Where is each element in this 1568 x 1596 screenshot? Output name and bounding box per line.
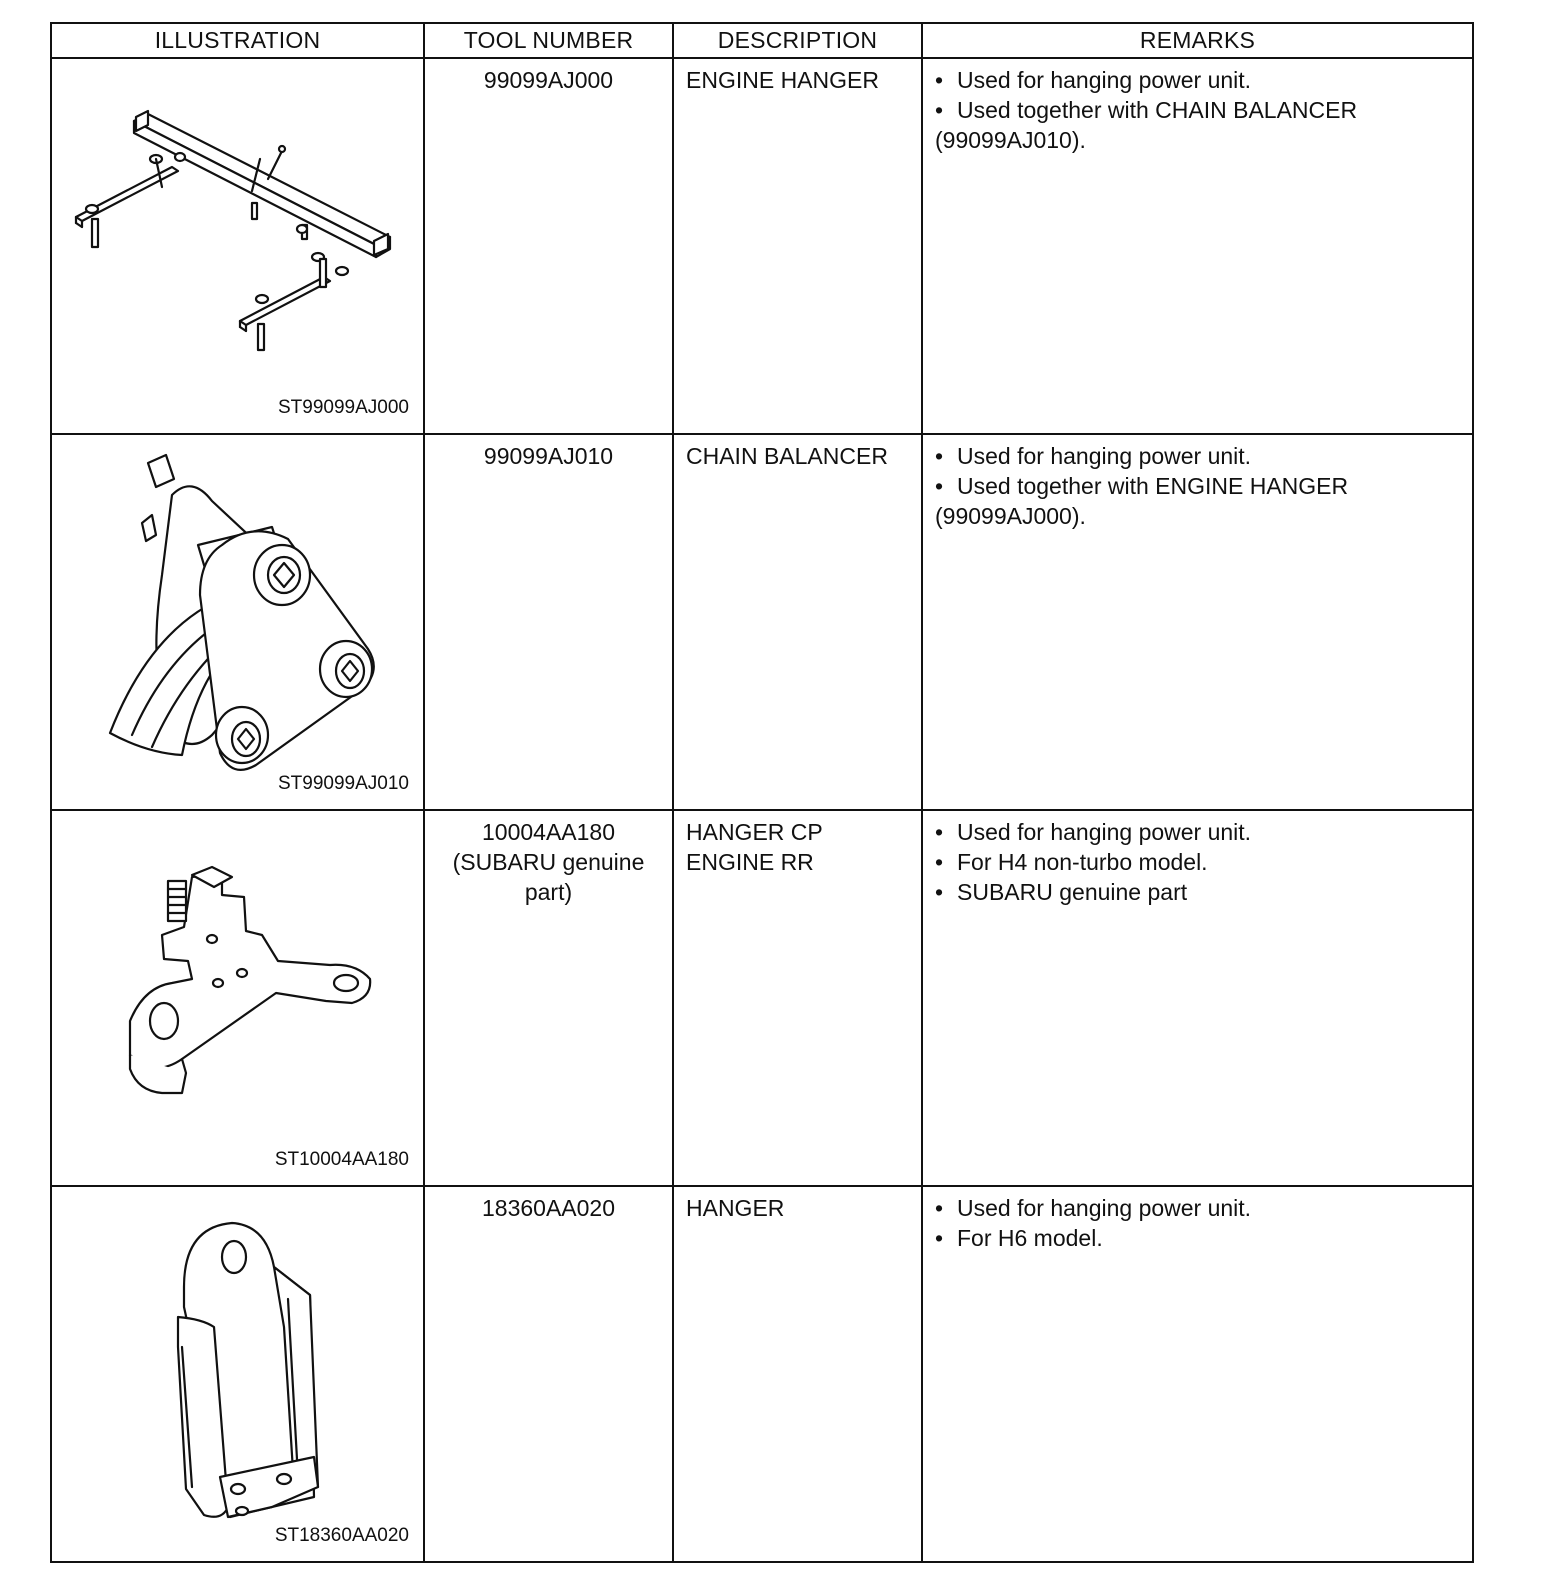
illustration-code: ST99099AJ010 xyxy=(278,773,409,794)
illustration-code: ST10004AA180 xyxy=(274,1149,409,1170)
description: HANGER xyxy=(686,1195,785,1221)
tool-number-note: (SUBARU genuine xyxy=(452,849,645,875)
remark-item: • Used for hanging power unit. xyxy=(935,441,1464,471)
remark-item: • SUBARU genuine part xyxy=(935,877,1464,907)
header-description: DESCRIPTION xyxy=(673,23,922,58)
description: ENGINE HANGER xyxy=(686,67,879,93)
description-cell xyxy=(673,810,922,1186)
tool-number: 99099AJ010 xyxy=(483,443,614,469)
hanger-icon xyxy=(52,1187,423,1555)
tool-number-cell xyxy=(424,58,673,434)
tool-number: 18360AA020 xyxy=(481,1195,615,1221)
description-cell xyxy=(673,58,922,434)
remark-item: • Used together with ENGINE HANGER xyxy=(935,471,1464,501)
special-tools-table xyxy=(50,22,1474,1563)
hanger-cp-engine-rr-icon xyxy=(52,811,423,1179)
remark-item: • Used for hanging power unit. xyxy=(935,1193,1464,1223)
illustration-cell xyxy=(51,434,424,810)
remark-item: • For H4 non-turbo model. xyxy=(935,847,1464,877)
table-row xyxy=(51,810,1473,1186)
table-row xyxy=(51,58,1473,434)
tool-number-cell xyxy=(424,810,673,1186)
tool-number-note: part) xyxy=(524,879,573,905)
remarks-cell xyxy=(922,58,1473,434)
tool-number-cell xyxy=(424,1186,673,1562)
table-row xyxy=(51,434,1473,810)
illustration-cell xyxy=(51,810,424,1186)
illustration-code: ST18360AA020 xyxy=(274,1525,409,1546)
tool-number: 10004AA180 xyxy=(481,819,615,845)
description: HANGER CP xyxy=(686,819,823,845)
header-tool-number: TOOL NUMBER xyxy=(424,23,673,58)
description: CHAIN BALANCER xyxy=(686,443,888,469)
tool-number: 99099AJ000 xyxy=(483,67,614,93)
illustration-cell xyxy=(51,1186,424,1562)
remark-item: • Used together with CHAIN BALANCER xyxy=(935,95,1464,125)
description-cell xyxy=(673,1186,922,1562)
remark-item: • For H6 model. xyxy=(935,1223,1464,1253)
illustration-code: ST99099AJ000 xyxy=(278,397,409,418)
tool-number-cell xyxy=(424,434,673,810)
header-remarks: REMARKS xyxy=(922,23,1473,58)
remark-item: (99099AJ000). xyxy=(935,503,1086,529)
remark-item: (99099AJ010). xyxy=(935,127,1086,153)
engine-hanger-icon xyxy=(52,59,423,427)
description-cell xyxy=(673,434,922,810)
header-illustration: ILLUSTRATION xyxy=(51,23,424,58)
description: ENGINE RR xyxy=(686,849,814,875)
illustration-cell xyxy=(51,58,424,434)
remark-item: • Used for hanging power unit. xyxy=(935,65,1464,95)
remark-item: • Used for hanging power unit. xyxy=(935,817,1464,847)
chain-balancer-icon xyxy=(52,435,423,803)
remarks-cell xyxy=(922,1186,1473,1562)
table-row xyxy=(51,1186,1473,1562)
header-row xyxy=(51,23,1473,58)
remarks-cell xyxy=(922,810,1473,1186)
remarks-cell xyxy=(922,434,1473,810)
